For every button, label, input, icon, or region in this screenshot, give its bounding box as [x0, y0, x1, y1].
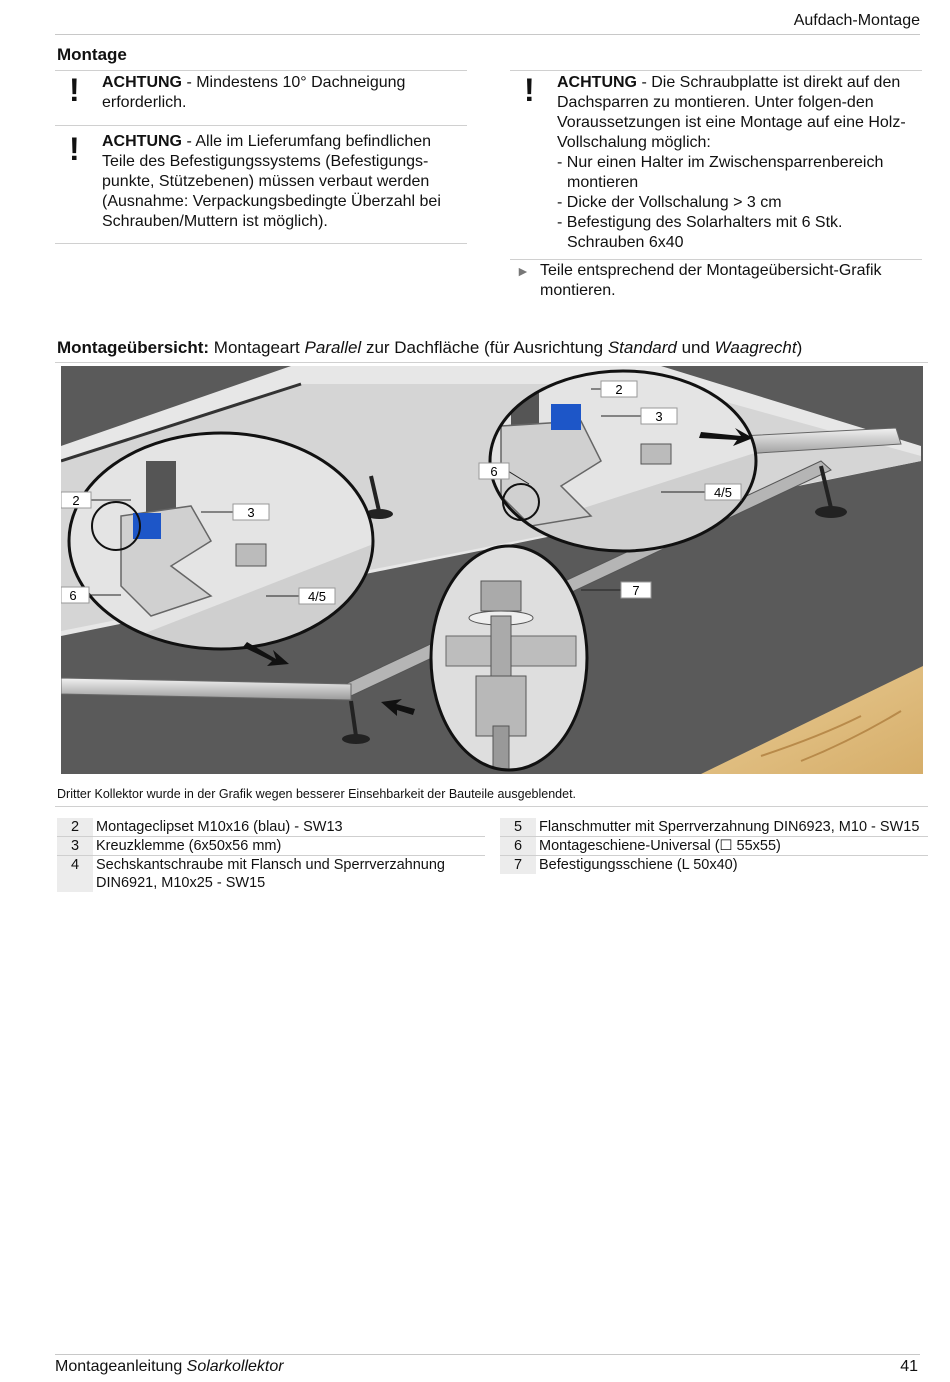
overview-italic: Standard	[607, 338, 677, 357]
warning-right	[510, 70, 922, 260]
condition-item: - Befestigung des Solarhalters mit 6 Stk. Schrauben 6x40	[557, 214, 843, 251]
condition-item: - Dicke der Vollschalung > 3 cm	[557, 194, 782, 211]
table-row	[500, 818, 928, 837]
exclamation-icon: !	[69, 131, 80, 167]
step-text: Teile entsprechend der Montageübersicht-Grafik montieren.	[540, 262, 882, 299]
parts-legend-right	[500, 818, 928, 874]
overview-italic: Parallel	[304, 338, 362, 357]
part-number: 7	[500, 856, 536, 875]
overview-title	[57, 338, 802, 358]
table-row	[500, 837, 928, 856]
table-row	[57, 837, 485, 856]
warning-label: ACHTUNG	[102, 74, 182, 91]
part-description: Sechskantschraube mit Flansch und Sperrverzahnung DIN6921, M10x25 - SW15	[96, 857, 445, 891]
overview-text: Montageart	[209, 338, 305, 357]
callout-right-3: 3	[655, 409, 663, 424]
figure-caption: Dritter Kollektor wurde in der Grafik wegen besserer Einsehbarkeit der Bauteile ausgeblendet.	[57, 787, 577, 801]
footer-doc-title: Montageanleitung	[55, 1358, 187, 1375]
exclamation-icon: !	[69, 72, 80, 108]
warning-label: ACHTUNG	[557, 74, 637, 91]
callout-left-45: 4/5	[307, 589, 327, 604]
part-number: 3	[57, 837, 93, 856]
part-number: 2	[57, 818, 93, 837]
callout-rail-7: 7	[632, 583, 640, 598]
callout-right-2: 2	[615, 382, 623, 397]
overview-italic: Waagrecht	[714, 338, 797, 357]
part-description: Montageclipset M10x16 (blau) - SW13	[96, 819, 343, 835]
warning-text: - Mindestens 10° Dachneigung erforderlich.	[102, 74, 406, 111]
exclamation-icon: !	[524, 72, 535, 108]
part-description: Befestigungsschiene (L 50x40)	[539, 857, 738, 873]
instruction-step	[510, 261, 920, 301]
part-description: Montageschiene-Universal (☐ 55x55)	[539, 838, 781, 854]
page-number: 41	[900, 1358, 918, 1375]
overview-text: zur Dachfläche (für Ausrichtung	[361, 338, 608, 357]
parts-legend-left	[57, 818, 485, 892]
callout-left-2: 2	[72, 493, 80, 508]
callout-left-6: 6	[69, 588, 77, 603]
warning-box	[510, 71, 922, 257]
overview-text: und	[676, 338, 715, 357]
running-header	[55, 12, 920, 35]
table-row	[57, 856, 485, 893]
part-description: Kreuzklemme (6x50x56 mm)	[96, 838, 282, 854]
overview-text: )	[796, 338, 803, 357]
table-row	[500, 856, 928, 875]
part-description: Flanschmutter mit Sperrverzahnung DIN6923, M10 - SW15	[539, 819, 920, 835]
warning-box	[55, 126, 467, 238]
mounting-overview-illustration	[61, 366, 923, 774]
warnings-left	[55, 70, 467, 244]
overview-label: Montageübersicht:	[57, 338, 210, 357]
warning-box	[55, 71, 467, 118]
callout-left-3: 3	[247, 505, 255, 520]
callout-right-6: 6	[490, 464, 498, 479]
table-row	[57, 818, 485, 837]
part-number: 5	[500, 818, 536, 837]
warning-text: - Alle im Lieferumfang befindlichen Teile des Befestigungssystems (Befestigungs-punkte, Stützebenen) müssen verbaut werden (Ausnahme: Verpackungsbedingte Überzahl bei Schrauben/Muttern ist möglich).	[102, 133, 441, 230]
callout-right-45: 4/5	[713, 485, 733, 500]
step-arrow-icon: ►	[516, 263, 530, 279]
warning-label: ACHTUNG	[102, 133, 182, 150]
condition-item: - Nur einen Halter im Zwischensparrenbereich montieren	[557, 154, 884, 191]
part-number: 6	[500, 837, 536, 856]
header-section-title: Aufdach-Montage	[793, 12, 920, 29]
warning-text: - Die Schraubplatte ist direkt auf den Dachsparren zu montieren. Unter folgen-den Voraussetzungen ist eine Montage auf eine Holz-Vollschalung möglich:	[557, 74, 906, 151]
section-title: Montage	[57, 45, 127, 64]
footer-doc-title-italic: Solarkollektor	[186, 1358, 284, 1375]
part-number: 4	[57, 856, 93, 893]
